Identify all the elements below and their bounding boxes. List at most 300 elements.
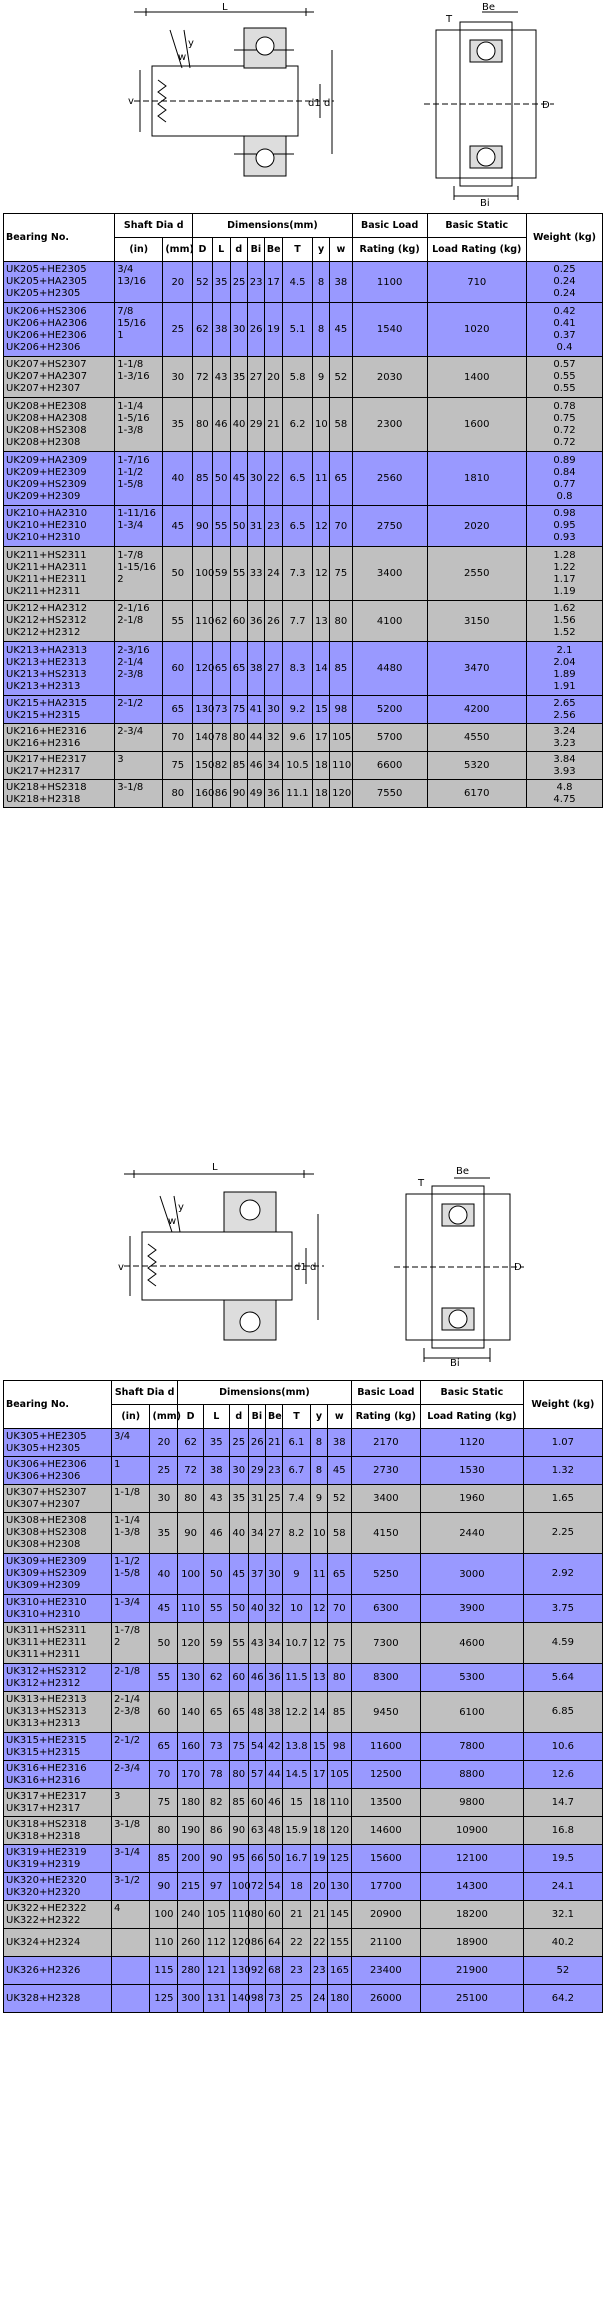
shaft-mm-cell: 55 [163, 601, 193, 642]
weight-cell [523, 1664, 602, 1692]
shaft-inch: 3/4 [114, 1430, 131, 1442]
bearing-no: UK313+HE2313 [6, 1694, 87, 1705]
table-row [4, 1985, 603, 2013]
bearing-no: UK317+HE2317 [6, 1790, 87, 1802]
dim-y: 17 [313, 724, 330, 752]
bearing-no-cell [4, 452, 115, 506]
dim-d: 240 [178, 1901, 204, 1929]
shaft-inch: 1 [114, 1458, 121, 1470]
table-row [4, 642, 603, 696]
dim-bi: 38 [247, 642, 264, 696]
shaft-mm-cell: 25 [150, 1457, 178, 1485]
shaft-inch-cell [112, 1985, 150, 2013]
dim-be: 21 [265, 1429, 282, 1457]
dim-d: 35 [230, 357, 247, 398]
bearing-no: UK317+H2317 [6, 1802, 81, 1814]
dim-load: 5700 [352, 724, 427, 752]
bearing-no-cell [4, 1901, 112, 1929]
table-row [4, 724, 603, 752]
dim-l: 112 [203, 1929, 229, 1957]
dim-static: 1600 [427, 398, 526, 452]
header-dim-y-2: y [310, 1405, 327, 1429]
dim-d: 45 [230, 452, 247, 506]
dim-y: 13 [310, 1664, 327, 1692]
dim-d: 85 [230, 752, 247, 780]
dim-be: 21 [264, 398, 282, 452]
shaft-inch: 1-1/2 [114, 1556, 141, 1567]
shaft-inch [117, 681, 160, 693]
weight-value: 0.72 [553, 436, 576, 448]
shaft-inch [114, 1649, 147, 1661]
dim-d: 60 [230, 601, 247, 642]
weight-value: 0.42 [553, 305, 576, 317]
bearing-no: UK312+HS2312 [6, 1665, 87, 1677]
bearing-no: UK208+HS2308 [6, 424, 87, 436]
shaft-inch: 2-1/8 [114, 1665, 141, 1677]
dim-static: 14300 [421, 1873, 524, 1901]
dim-l: 38 [203, 1457, 229, 1485]
weight-value: 0.24 [553, 288, 576, 299]
dim-be: 54 [265, 1873, 282, 1901]
dim-label-d: d [324, 98, 331, 109]
header-bearing-no-2: Bearing No. [4, 1381, 112, 1429]
dim-d: 52 [193, 262, 212, 303]
shaft-mm-cell: 85 [150, 1845, 178, 1873]
table-row [4, 780, 603, 808]
dim-label-y-2: y [178, 1202, 184, 1213]
dim-static: 3150 [427, 601, 526, 642]
bearing-no: UK326+H2326 [6, 1964, 81, 1976]
dim-be: 30 [264, 696, 282, 724]
table-row [4, 1761, 603, 1789]
shaft-inch-cell [112, 1429, 150, 1457]
dim-bi: 63 [248, 1817, 265, 1845]
dim-w: 85 [330, 642, 353, 696]
dim-t: 5.1 [283, 303, 313, 357]
dim-w: 45 [330, 303, 353, 357]
header-dim-Bi-2: Bi [248, 1405, 265, 1429]
bearing-no: UK328+H2328 [6, 1992, 81, 2004]
bearing-no-cell [4, 1957, 112, 1985]
dim-be: 42 [265, 1733, 282, 1761]
weight-cell [526, 547, 602, 601]
weight-cell [523, 1761, 602, 1789]
shaft-inch [117, 738, 160, 750]
shaft-inch-cell [112, 1873, 150, 1901]
dim-label-w: w [178, 52, 187, 63]
weight-value: 52 [556, 1964, 570, 1976]
dim-be: 19 [264, 303, 282, 357]
bearing-no: UK205+HA2305 [6, 276, 88, 287]
weight-value: 1.62 [553, 603, 576, 614]
weight-cell [526, 642, 602, 696]
weight-value: 32.1 [551, 1908, 574, 1920]
weight-cell [523, 1513, 602, 1554]
shaft-inch: 15/16 [117, 317, 147, 329]
dim-w: 65 [330, 452, 353, 506]
shaft-mm-cell: 55 [150, 1664, 178, 1692]
shaft-inch: 13/16 [117, 276, 147, 287]
dim-be: 34 [264, 752, 282, 780]
shaft-inch [114, 1539, 147, 1551]
table-row [4, 696, 603, 724]
dim-l: 73 [203, 1733, 229, 1761]
bearing-drawing-2 [0, 1152, 608, 1372]
bearing-no: UK319+H2319 [6, 1858, 81, 1870]
shaft-inch: 2-3/4 [117, 725, 144, 737]
shaft-inch [117, 491, 160, 503]
bearing-no: UK207+HA2307 [6, 371, 88, 382]
dim-w: 52 [330, 357, 353, 398]
dim-d: 75 [230, 696, 247, 724]
weight-cell [523, 1485, 602, 1513]
weight-value: 4.59 [551, 1637, 574, 1648]
header-dim-L-2: L [203, 1405, 229, 1429]
dim-y: 22 [310, 1929, 327, 1957]
bearing-no-cell [4, 1485, 112, 1513]
dim-static: 2020 [427, 506, 526, 547]
weight-value: 0.37 [553, 329, 576, 341]
dim-bi: 26 [248, 1429, 265, 1457]
bearing-no-cell [4, 601, 115, 642]
weight-value: 0.8 [556, 490, 573, 502]
table-row [4, 1595, 603, 1623]
dim-static: 10900 [421, 1817, 524, 1845]
shaft-inch: 1-1/4 [114, 1515, 141, 1526]
header-dim-w-2: w [327, 1405, 351, 1429]
dim-l: 50 [212, 452, 230, 506]
dim-l: 82 [212, 752, 230, 780]
dim-d: 25 [229, 1429, 248, 1457]
dim-d: 100 [229, 1873, 248, 1901]
dim-y: 23 [310, 1957, 327, 1985]
dim-load: 20900 [351, 1901, 421, 1929]
dim-w: 70 [327, 1595, 351, 1623]
dim-bi: 31 [248, 1485, 265, 1513]
shaft-inch: 1-3/4 [114, 1596, 141, 1608]
shaft-mm-cell: 30 [150, 1485, 178, 1513]
dim-d: 62 [193, 303, 212, 357]
bearing-no-cell [4, 780, 115, 808]
dim-load: 3400 [351, 1485, 421, 1513]
table-row [4, 1429, 603, 1457]
dim-l: 43 [203, 1485, 229, 1513]
bearing-no: UK215+HA2315 [6, 697, 88, 709]
dim-d: 85 [193, 452, 212, 506]
dim-be: 48 [265, 1817, 282, 1845]
weight-cell [523, 1429, 602, 1457]
bearing-no: UK209+HS2309 [6, 478, 87, 490]
shaft-inch [114, 1915, 147, 1927]
dim-y: 18 [310, 1817, 327, 1845]
dim-t: 22 [283, 1929, 311, 1957]
dim-static: 8800 [421, 1761, 524, 1789]
shaft-inch-cell [115, 601, 163, 642]
shaft-inch: 2-3/8 [117, 668, 144, 680]
table-row [4, 1957, 603, 1985]
bearing-no-cell [4, 1513, 112, 1554]
shaft-inch-cell [112, 1845, 150, 1873]
header-static-load: Basic Static [427, 214, 526, 238]
table-row [4, 506, 603, 547]
dim-w: 110 [330, 752, 353, 780]
weight-cell [526, 452, 602, 506]
shaft-inch-cell [112, 1554, 150, 1595]
bearing-no: UK211+H2311 [6, 585, 81, 597]
dim-label-d1-2: d1 [294, 1262, 307, 1273]
weight-value: 40.2 [551, 1936, 574, 1948]
dim-l: 86 [212, 780, 230, 808]
header-basic-load-unit: Rating (kg) [352, 238, 427, 262]
bearing-no: UK213+H2313 [6, 680, 81, 692]
bearing-no: UK308+HS2308 [6, 1527, 87, 1538]
bearing-no: UK313+HS2313 [6, 1706, 87, 1717]
dim-static: 1810 [427, 452, 526, 506]
bearing-no: UK213+HE2313 [6, 656, 87, 668]
shaft-inch-cell [115, 398, 163, 452]
shaft-inch: 1-5/16 [117, 412, 150, 424]
dim-w: 145 [327, 1901, 351, 1929]
dim-d: 80 [178, 1485, 204, 1513]
dim-load: 3400 [352, 547, 427, 601]
bearing-no: UK311+H2311 [6, 1649, 81, 1660]
bearing-no-cell [4, 1623, 112, 1664]
bearing-no-cell [4, 547, 115, 601]
dim-w: 180 [327, 1985, 351, 2013]
dim-l: 38 [212, 303, 230, 357]
bearing-no: UK309+H2309 [6, 1580, 81, 1591]
dim-w: 70 [330, 506, 353, 547]
header-basic-load: Basic Load [352, 214, 427, 238]
header-weight-2: Weight (kg) [523, 1381, 602, 1429]
table-row [4, 752, 603, 780]
table-row [4, 1623, 603, 1664]
dim-l: 121 [203, 1957, 229, 1985]
bearing-no: UK206+HS2306 [6, 305, 87, 317]
shaft-mm-cell: 90 [150, 1873, 178, 1901]
bearing-no: UK313+H2313 [6, 1718, 81, 1729]
dim-t: 9 [283, 1554, 311, 1595]
dim-be: 36 [265, 1664, 282, 1692]
dim-be: 22 [264, 452, 282, 506]
table-row [4, 1733, 603, 1761]
weight-cell [523, 1957, 602, 1985]
bearing-no: UK318+HS2318 [6, 1818, 87, 1830]
bearing-no: UK318+H2318 [6, 1830, 81, 1842]
shaft-inch: 2-3/16 [117, 644, 150, 656]
weight-value: 0.78 [553, 400, 576, 412]
shaft-inch-cell [112, 1901, 150, 1929]
shaft-mm-cell: 45 [150, 1595, 178, 1623]
dim-be: 24 [264, 547, 282, 601]
dim-d: 160 [178, 1733, 204, 1761]
dim-d: 50 [230, 506, 247, 547]
dim-static: 12100 [421, 1845, 524, 1873]
shaft-inch: 3-1/4 [114, 1846, 141, 1858]
dim-load: 1540 [352, 303, 427, 357]
dim-y: 15 [313, 696, 330, 724]
shaft-inch [114, 1937, 147, 1949]
dim-t: 6.2 [283, 398, 313, 452]
dim-static: 2550 [427, 547, 526, 601]
bearing-no: UK210+H2310 [6, 532, 81, 543]
dim-load: 2170 [351, 1429, 421, 1457]
weight-cell [523, 1873, 602, 1901]
weight-value: 2.56 [553, 709, 576, 721]
shaft-inch: 2-3/4 [114, 1762, 141, 1774]
dim-d: 30 [230, 303, 247, 357]
shaft-inch: 2 [117, 573, 124, 585]
dim-l: 131 [203, 1985, 229, 2013]
header-basic-load-2: Basic Load [351, 1381, 421, 1405]
weight-value: 3.24 [553, 725, 576, 737]
weight-cell [523, 1623, 602, 1664]
table-row [4, 1457, 603, 1485]
bearing-no-cell [4, 1873, 112, 1901]
dim-static: 4600 [421, 1623, 524, 1664]
dim-l: 59 [212, 547, 230, 601]
dim-load: 7550 [352, 780, 427, 808]
header-in: (in) [115, 238, 163, 262]
bearing-no: UK315+H2315 [6, 1746, 81, 1758]
bearing-no-cell [4, 357, 115, 398]
dim-be: 27 [264, 642, 282, 696]
bearing-no: UK205+HE2305 [6, 264, 87, 275]
bearing-no-cell [4, 1457, 112, 1485]
weight-cell [523, 1595, 602, 1623]
dim-t: 14.5 [283, 1761, 311, 1789]
shaft-inch-cell [112, 1789, 150, 1817]
bearing-no: UK310+HE2310 [6, 1596, 87, 1608]
shaft-inch [114, 1609, 147, 1621]
weight-value: 16.8 [551, 1824, 574, 1836]
shaft-inch-cell [112, 1957, 150, 1985]
header-basic-load-unit-2: Rating (kg) [351, 1405, 421, 1429]
dim-d: 65 [230, 642, 247, 696]
dim-t: 21 [283, 1901, 311, 1929]
dim-t: 15 [283, 1789, 311, 1817]
dim-l: 43 [212, 357, 230, 398]
dim-l: 65 [212, 642, 230, 696]
shaft-mm-cell: 40 [163, 452, 193, 506]
dim-l: 55 [212, 506, 230, 547]
shaft-inch-cell [115, 506, 163, 547]
dim-w: 65 [327, 1554, 351, 1595]
weight-value: 0.98 [553, 508, 576, 519]
bearing-no: UK306+H2306 [6, 1470, 81, 1482]
weight-value: 3.23 [553, 737, 576, 749]
shaft-inch [114, 1471, 147, 1483]
dim-y: 12 [313, 547, 330, 601]
shaft-mm-cell: 50 [163, 547, 193, 601]
dim-load: 14600 [351, 1817, 421, 1845]
dim-bi: 98 [248, 1985, 265, 2013]
dim-d: 280 [178, 1957, 204, 1985]
dim-d: 180 [178, 1789, 204, 1817]
shaft-inch [114, 1747, 147, 1759]
bearing-no-cell [4, 1692, 112, 1733]
shaft-inch-cell [115, 357, 163, 398]
dim-d: 30 [229, 1457, 248, 1485]
dim-y: 10 [313, 398, 330, 452]
header-dim-T: T [283, 238, 313, 262]
dim-bi: 37 [248, 1554, 265, 1595]
dim-d: 72 [193, 357, 212, 398]
weight-value: 1.19 [553, 585, 576, 597]
dim-bi: 27 [247, 357, 264, 398]
dim-t: 6.7 [283, 1457, 311, 1485]
bearing-no: UK319+HE2319 [6, 1846, 87, 1858]
weight-cell [526, 724, 602, 752]
weight-value: 4.8 [556, 781, 573, 793]
dim-be: 32 [264, 724, 282, 752]
shaft-mm-cell: 60 [163, 642, 193, 696]
dim-y: 18 [313, 780, 330, 808]
dim-w: 45 [327, 1457, 351, 1485]
dim-l: 50 [203, 1554, 229, 1595]
table-row [4, 1901, 603, 1929]
shaft-inch: 3 [114, 1790, 121, 1802]
bearing-no: UK213+HA2313 [6, 644, 88, 656]
bearing-no-cell [4, 506, 115, 547]
dim-d: 72 [178, 1457, 204, 1485]
shaft-inch: 1-1/4 [117, 400, 144, 412]
shaft-mm-cell: 80 [150, 1817, 178, 1845]
dim-label-T: T [446, 14, 453, 25]
bearing-table-2xx [3, 213, 603, 808]
dim-bi: 31 [247, 506, 264, 547]
dim-static: 18900 [421, 1929, 524, 1957]
header-dim-d-2: d [229, 1405, 248, 1429]
header-dim-D: D [193, 238, 212, 262]
weight-cell [526, 601, 602, 642]
bearing-no: UK315+HE2315 [6, 1734, 87, 1746]
weight-cell [526, 506, 602, 547]
bearing-no-cell [4, 1985, 112, 2013]
dim-be: 30 [265, 1554, 282, 1595]
shaft-inch: 1-1/2 [117, 466, 144, 478]
dim-d: 140 [178, 1692, 204, 1733]
dim-static: 1120 [421, 1429, 524, 1457]
shaft-inch: 3-1/8 [114, 1818, 141, 1830]
bearing-no-cell [4, 1789, 112, 1817]
dim-d: 150 [193, 752, 212, 780]
shaft-mm-cell: 20 [163, 262, 193, 303]
shaft-inch: 1-5/8 [117, 478, 144, 490]
dim-static: 3470 [427, 642, 526, 696]
header-shaft-dia: Shaft Dia d [115, 214, 193, 238]
dim-l: 62 [203, 1664, 229, 1692]
bearing-no: UK217+H2317 [6, 765, 81, 777]
dim-t: 4.5 [283, 262, 313, 303]
bearing-no-cell [4, 1664, 112, 1692]
dim-load: 4100 [352, 601, 427, 642]
bearing-no: UK210+HA2310 [6, 508, 88, 519]
shaft-inch-cell [112, 1929, 150, 1957]
header-dim-L: L [212, 238, 230, 262]
header-static-load-2: Basic Static [421, 1381, 524, 1405]
shaft-inch [114, 1499, 147, 1511]
dim-t: 10.7 [283, 1623, 311, 1664]
dim-bi: 23 [247, 262, 264, 303]
header-bearing-no: Bearing No. [4, 214, 115, 262]
shaft-inch: 3-1/2 [114, 1874, 141, 1886]
weight-value: 0.55 [553, 371, 576, 382]
bearing-cross-section-diagram-2 [94, 1152, 522, 1369]
dim-static: 710 [427, 262, 526, 303]
weight-value: 0.77 [553, 478, 576, 490]
dim-static: 4200 [427, 696, 526, 724]
